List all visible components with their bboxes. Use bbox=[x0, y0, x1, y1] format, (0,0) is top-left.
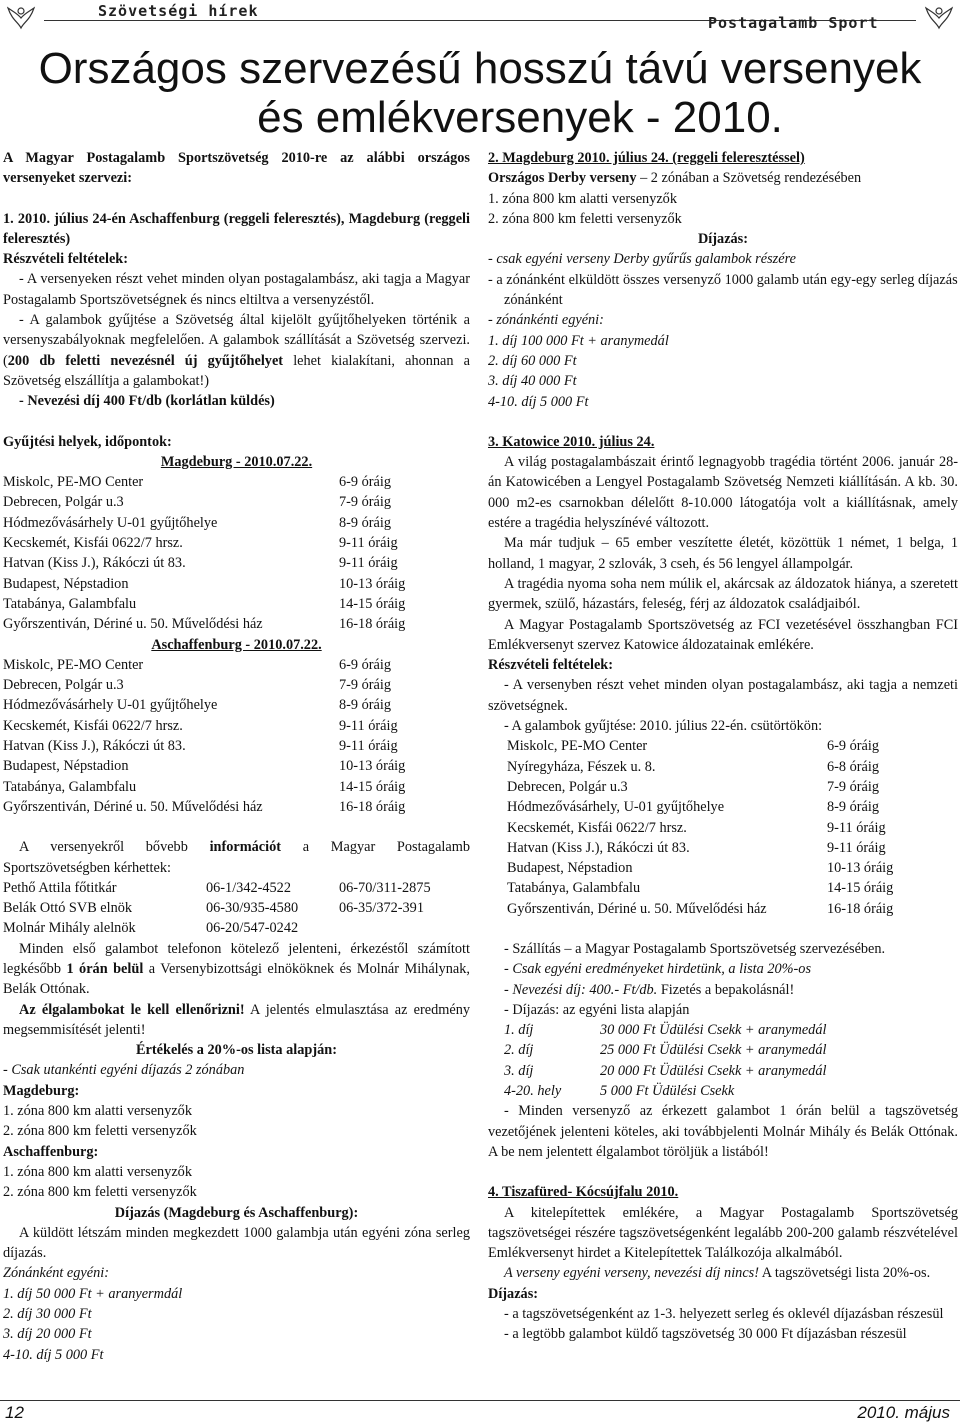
prize-item: 2. díj 30 000 Ft bbox=[3, 1306, 92, 1323]
pigeon-logo-icon bbox=[6, 2, 36, 30]
time-range: 6-8 óráig bbox=[827, 758, 880, 775]
header-magazine-title: Postagalamb Sport bbox=[708, 14, 879, 32]
per-zone: - a zónánként elküldött összes versenyző 1000 galamb után egy-egy serleg díjazás zónánként bbox=[488, 271, 958, 309]
prize-row bbox=[504, 1020, 958, 1040]
place-name: Budapest, Népstadion bbox=[3, 575, 129, 592]
prize-heading: Díjazás (Magdeburg és Aschaffenburg): bbox=[114, 1204, 359, 1221]
place-name: Hódmezővásárhely, U-01 gyűjtőhelye bbox=[507, 799, 725, 816]
list-item bbox=[3, 533, 470, 553]
magdeburg-collection-list bbox=[3, 472, 470, 634]
place-name: Hódmezővásárhely U-01 gyűjtőhelye bbox=[3, 514, 218, 531]
race-3-p3: A tragédia nyoma soha nem múlik el, akárcsak az áldozatok hiánya, a szeretett gyermek, szülő, házastárs, feleség, férj az áldozatok családjaiból. bbox=[488, 575, 958, 613]
time-range: 14-15 óráig bbox=[827, 880, 894, 897]
page-header bbox=[0, 0, 960, 34]
time-range: 9-11 óráig bbox=[339, 555, 398, 572]
race-4-title: 4. Tiszafüred- Kócsújfalu 2010. bbox=[488, 1184, 679, 1201]
time-range: 6-9 óráig bbox=[339, 656, 392, 673]
aschaffenburg-collection-title: Aschaffenburg - 2010.07.22. bbox=[151, 636, 322, 653]
prize-value: 5 000 Ft Üdülési Csekk bbox=[600, 1083, 735, 1100]
time-range: 9-11 óráig bbox=[339, 535, 398, 552]
prize-item: 2. díj 60 000 Ft bbox=[488, 352, 577, 369]
race-3-title: 3. Katowice 2010. július 24. bbox=[488, 433, 655, 450]
contact-name: Belák Ottó SVB elnök bbox=[3, 900, 133, 917]
list-item bbox=[3, 797, 470, 817]
requirements-heading: Részvételi feltételek: bbox=[3, 251, 129, 268]
place-name: Miskolc, PE-MO Center bbox=[3, 474, 144, 491]
time-range: 9-11 óráig bbox=[339, 717, 398, 734]
time-range: 14-15 óráig bbox=[339, 595, 406, 612]
prize-item: 3. díj 40 000 Ft bbox=[488, 373, 577, 390]
transport: - Szállítás – a Magyar Postagalamb Sportszövetség szervezésében. bbox=[504, 940, 886, 957]
race-3-p2: Ma már tudjuk – 65 ember veszítette életét, közöttük 1 német, 1 belga, 1 holland, 1 magyar, 2 szlovák, 3 cseh, és 56 lengyel állampolgár. bbox=[488, 535, 958, 572]
time-range: 9-11 óráig bbox=[827, 839, 886, 856]
race-1-title: 1. 2010. július 24-én Aschaffenburg (reggeli feleresztés), Magdeburg (reggeli feleresztés) bbox=[3, 210, 470, 247]
only-derby: - csak egyéni verseny Derby gyűrűs galambok részére bbox=[488, 251, 796, 268]
right-column bbox=[488, 148, 958, 1345]
time-range: 16-18 óráig bbox=[827, 900, 894, 917]
time-range: 10-13 óráig bbox=[339, 575, 406, 592]
magdeburg-collection-title: Magdeburg - 2010.07.22. bbox=[160, 453, 313, 470]
list-item bbox=[3, 614, 470, 634]
contact-mobile: 06-35/372-391 bbox=[339, 900, 424, 917]
prize-row bbox=[504, 1081, 958, 1101]
list-item bbox=[3, 513, 470, 533]
evaluation-heading: Értékelés a 20%-os lista alapján: bbox=[136, 1042, 337, 1059]
evaluation-note: - Csak utankénti egyéni díjazás 2 zónában bbox=[3, 1062, 245, 1079]
list-item bbox=[3, 472, 470, 492]
entry-fee: - Nevezési díj: 400.- Ft/db. Fizetés a bepakolásnál! bbox=[504, 981, 795, 998]
info-paragraph: A versenyekről bővebb információt a Magyar Postagalamb Sportszövetségben kérhettek: bbox=[3, 839, 470, 876]
right-prize-list bbox=[488, 331, 958, 412]
page-title-line-2: és emlékversenyek - 2010. bbox=[257, 93, 783, 142]
place-name: Budapest, Népstadion bbox=[3, 758, 129, 775]
zone-2: 2. zóna 800 km feletti versenyzők bbox=[3, 1184, 197, 1201]
list-item bbox=[3, 695, 470, 715]
zone-1: 1. zóna 800 km alatti versenyzők bbox=[488, 190, 677, 207]
time-range: 6-9 óráig bbox=[827, 738, 880, 755]
place-name: Hatvan (Kiss J.), Rákóczi út 83. bbox=[3, 555, 186, 572]
time-range: 14-15 óráig bbox=[339, 778, 406, 795]
list-item bbox=[488, 878, 958, 898]
place-name: Miskolc, PE-MO Center bbox=[3, 656, 144, 673]
time-range: 9-11 óráig bbox=[827, 819, 886, 836]
list-item bbox=[3, 716, 470, 736]
prize-item: 1. díj 50 000 Ft + aranyermdál bbox=[3, 1285, 183, 1302]
contact-name: Molnár Mihály alelnök bbox=[3, 920, 136, 937]
individual-results: - Csak egyéni eredményeket hirdetünk, a lista 20%-os bbox=[504, 961, 812, 978]
report-rule: - Minden versenyző az érkezett galambot 1 órán belül a tagszövetség vezetőjének jelenteni köteles, aki továbbjelenti Molnár Mihály és Belák Ottónak. A be nem jelentett élgalambot töröljük a listából! bbox=[488, 1103, 958, 1160]
magdeburg-heading: Magdeburg: bbox=[3, 1082, 80, 1099]
time-range: 16-18 óráig bbox=[339, 798, 406, 815]
place-name: Tatabánya, Galambfalu bbox=[3, 778, 137, 795]
place-name: Hatvan (Kiss J.), Rákóczi út 83. bbox=[3, 738, 186, 755]
zonal-heading: - zónánkénti egyéni: bbox=[488, 312, 604, 329]
list-item bbox=[488, 736, 958, 756]
prize-row bbox=[504, 1061, 958, 1081]
prize-rank: 4-20. hely bbox=[504, 1083, 562, 1100]
place-name: Miskolc, PE-MO Center bbox=[507, 738, 648, 755]
race-4-prize-heading: Díjazás: bbox=[488, 1285, 539, 1302]
time-range: 8-9 óráig bbox=[339, 514, 392, 531]
list-item bbox=[488, 818, 958, 838]
contacts-list bbox=[3, 878, 470, 939]
place-name: Nyíregyháza, Fészek u. 8. bbox=[507, 758, 656, 775]
contact-phone: 06-30/935-4580 bbox=[206, 900, 299, 917]
time-range: 16-18 óráig bbox=[339, 616, 406, 633]
left-prize-list bbox=[3, 1284, 470, 1365]
prize-item: 4-10. díj 5 000 Ft bbox=[488, 393, 589, 410]
zone-2: 2. zóna 800 km feletti versenyzők bbox=[3, 1123, 197, 1140]
list-item bbox=[488, 899, 958, 919]
prize-item: 3. díj 20 000 Ft bbox=[3, 1326, 92, 1343]
intro: A Magyar Postagalamb Sportszövetség 2010-re az alábbi országos versenyeket szervezi: bbox=[3, 150, 470, 187]
zone-2: 2. zóna 800 km feletti versenyzők bbox=[488, 210, 682, 227]
aschaffenburg-heading: Aschaffenburg: bbox=[3, 1143, 99, 1160]
list-item bbox=[488, 777, 958, 797]
list-item bbox=[3, 492, 470, 512]
list-item bbox=[488, 838, 958, 858]
aschaffenburg-collection-list bbox=[3, 655, 470, 817]
prize-rank: 1. díj bbox=[504, 1022, 534, 1039]
first-pigeon-report: Minden első galambot telefonon kötelező jelenteni, érkezéstől számított legkésőbb 1 órán belül a Versenybizottsági elnököknek és Molnár Mihálynak, Belák Ottónak. bbox=[3, 940, 470, 998]
contact-name: Pethő Attila főtitkár bbox=[3, 879, 117, 896]
list-item bbox=[488, 757, 958, 777]
prize-value: 20 000 Ft Üdülési Csekk + aranymedál bbox=[600, 1062, 827, 1079]
time-range: 7-9 óráig bbox=[339, 677, 392, 694]
list-item bbox=[3, 553, 470, 573]
place-name: Kecskemét, Kisfái 0622/7 hrsz. bbox=[3, 535, 183, 552]
katowice-collection-list bbox=[488, 736, 958, 919]
zonal-heading: Zónánként egyéni: bbox=[3, 1265, 109, 1282]
time-range: 8-9 óráig bbox=[827, 799, 880, 816]
place-name: Hódmezővásárhely U-01 gyűjtőhelye bbox=[3, 697, 218, 714]
list-item bbox=[488, 858, 958, 878]
pigeon-logo-icon bbox=[924, 2, 954, 30]
race-3-p1: A világ postagalambászait érintő legnagyobb tragédia történt 2006. január 28-án Katowicében a Lengyel Postagalamb Szövetség Nemzeti kiállításán. A kb. 30. 000 m2-es csarnokban délelőtt 8-10.000 látogatója volt a kiállításnak, amely estére a tragédia helyszínévé változott. bbox=[488, 454, 958, 532]
race-4-prize-1: - a tagszövetségenként az 1-3. helyezett serleg és oklevél díjazásban részesül bbox=[504, 1306, 944, 1323]
race-2-desc: Országos Derby verseny – 2 zónában a Szövetség rendezésében bbox=[488, 170, 862, 187]
prize-item: 1. díj 100 000 Ft + aranymedál bbox=[488, 332, 669, 349]
place-name: Debrecen, Polgár u.3 bbox=[3, 494, 124, 511]
zone-1: 1. zóna 800 km alatti versenyzők bbox=[3, 1163, 192, 1180]
page-title-line-1: Országos szervezésű hosszú távú versenyek bbox=[38, 44, 922, 93]
check-notice: Az élgalambokat le kell ellenőrizni! A jelentés elmulasztása az eredmény megsemmisítését jelenti! bbox=[3, 1001, 470, 1038]
time-range: 10-13 óráig bbox=[827, 860, 894, 877]
place-name: Győrszentiván, Dériné u. 50. Művelődési ház bbox=[3, 616, 263, 633]
prize-rank: 2. díj bbox=[504, 1042, 534, 1059]
time-range: 6-9 óráig bbox=[339, 474, 392, 491]
katowice-prize-list bbox=[488, 1020, 958, 1101]
prize-item: 4-10. díj 5 000 Ft bbox=[3, 1346, 104, 1363]
prize-heading: Díjazás: bbox=[697, 231, 749, 248]
page-number: 12 bbox=[5, 1403, 24, 1422]
issue-date: 2010. május bbox=[857, 1403, 950, 1422]
left-column bbox=[3, 148, 470, 1365]
list-item bbox=[3, 574, 470, 594]
race-2-title: 2. Magdeburg 2010. július 24. (reggeli feleresztéssel) bbox=[488, 150, 805, 166]
prize-value: 30 000 Ft Üdülési Csekk + aranymedál bbox=[600, 1022, 827, 1039]
contact-phone: 06-20/547-0242 bbox=[206, 920, 299, 937]
prize-value: 25 000 Ft Üdülési Csekk + aranymedál bbox=[600, 1042, 827, 1059]
entry-fee: - Nevezési díj 400 Ft/db (korlátlan küldés) bbox=[19, 393, 275, 410]
list-item bbox=[3, 756, 470, 776]
requirement-1: - A versenyben részt vehet minden olyan postagalambász, aki tagja a nemzeti szövetségnek. bbox=[488, 677, 958, 714]
footer-rule bbox=[0, 1400, 960, 1401]
time-range: 10-13 óráig bbox=[339, 758, 406, 775]
prize-text: A küldött létszám minden megkezdett 1000 galambja után egyéni zóna serleg díjazás. bbox=[3, 1224, 470, 1262]
place-name: Debrecen, Polgár u.3 bbox=[507, 778, 628, 795]
place-name: Tatabánya, Galambfalu bbox=[507, 880, 641, 897]
list-item bbox=[488, 797, 958, 817]
race-4-prize-2: - a legtöbb galambot küldő tagszövetség 30 000 Ft díjazásban részesül bbox=[504, 1326, 907, 1343]
place-name: Győrszentiván, Dériné u. 50. Művelődési ház bbox=[3, 798, 263, 815]
contact-row bbox=[3, 918, 470, 938]
list-item bbox=[3, 736, 470, 756]
list-item bbox=[3, 594, 470, 614]
prize-row bbox=[504, 1040, 958, 1060]
requirement-2: - A galambok gyűjtése a Szövetség által kijelölt gyűjtőhelyeken történik a versenyszabályoknak megfelelően. A galambok szállítását a Szövetség szervezi. (200 db feletti nevezésnél új gyűjtőhelyet lehet kialakítani, ahonnan a Szövetség elszállítja a galambokat!) bbox=[3, 312, 471, 389]
contact-mobile: 06-70/311-2875 bbox=[339, 879, 431, 896]
collection-date: - A galambok gyűjtése: 2010. július 22-én. csütörtökön: bbox=[504, 718, 823, 735]
race-3-p4: A Magyar Postagalamb Sportszövetség az FCI vezetésével összhangban FCI Emlékversenyt szervez Katowice áldozatainak emlékére. bbox=[488, 616, 958, 653]
race-4-p1: A kitelepítettek emlékére, a Magyar Postagalamb Sportszövetség tagszövetségei részére tagszövetségenként legalább 200-200 galamb részvételével Emlékversenyt hirdet a Kitelepítettek Találkozója alkalmából. bbox=[488, 1204, 958, 1262]
prize-rank: 3. díj bbox=[504, 1062, 534, 1079]
place-name: Hatvan (Kiss J.), Rákóczi út 83. bbox=[507, 839, 690, 856]
time-range: 9-11 óráig bbox=[339, 738, 398, 755]
contact-row bbox=[3, 898, 470, 918]
collection-heading: Gyűjtési helyek, időpontok: bbox=[3, 433, 172, 450]
place-name: Kecskemét, Kisfái 0622/7 hrsz. bbox=[3, 717, 183, 734]
place-name: Budapest, Népstadion bbox=[507, 860, 633, 877]
place-name: Kecskemét, Kisfái 0622/7 hrsz. bbox=[507, 819, 687, 836]
requirement-1: - A versenyeken részt vehet minden olyan postagalambász, aki tagja a Magyar Postagalamb Sportszövetségnek és nincs eltiltva a versenyzéstől. bbox=[3, 271, 470, 308]
contact-row bbox=[3, 878, 470, 898]
place-name: Tatabánya, Galambfalu bbox=[3, 595, 137, 612]
list-item bbox=[3, 655, 470, 675]
zone-1: 1. zóna 800 km alatti versenyzők bbox=[3, 1103, 192, 1120]
list-item bbox=[3, 675, 470, 695]
place-name: Debrecen, Polgár u.3 bbox=[3, 677, 124, 694]
list-item bbox=[3, 777, 470, 797]
time-range: 7-9 óráig bbox=[339, 494, 392, 511]
time-range: 7-9 óráig bbox=[827, 778, 880, 795]
time-range: 8-9 óráig bbox=[339, 697, 392, 714]
header-section-title: Szövetségi hírek bbox=[98, 2, 259, 20]
prize-list-note: - Díjazás: az egyéni lista alapján bbox=[504, 1001, 690, 1018]
place-name: Győrszentiván, Dériné u. 50. Művelődési ház bbox=[507, 900, 767, 917]
requirements-heading: Részvételi feltételek: bbox=[488, 657, 614, 674]
contact-phone: 06-1/342-4522 bbox=[206, 879, 291, 896]
race-4-p2: A verseny egyéni verseny, nevezési díj nincs! A tagszövetségi lista 20%-os. bbox=[504, 1265, 931, 1282]
